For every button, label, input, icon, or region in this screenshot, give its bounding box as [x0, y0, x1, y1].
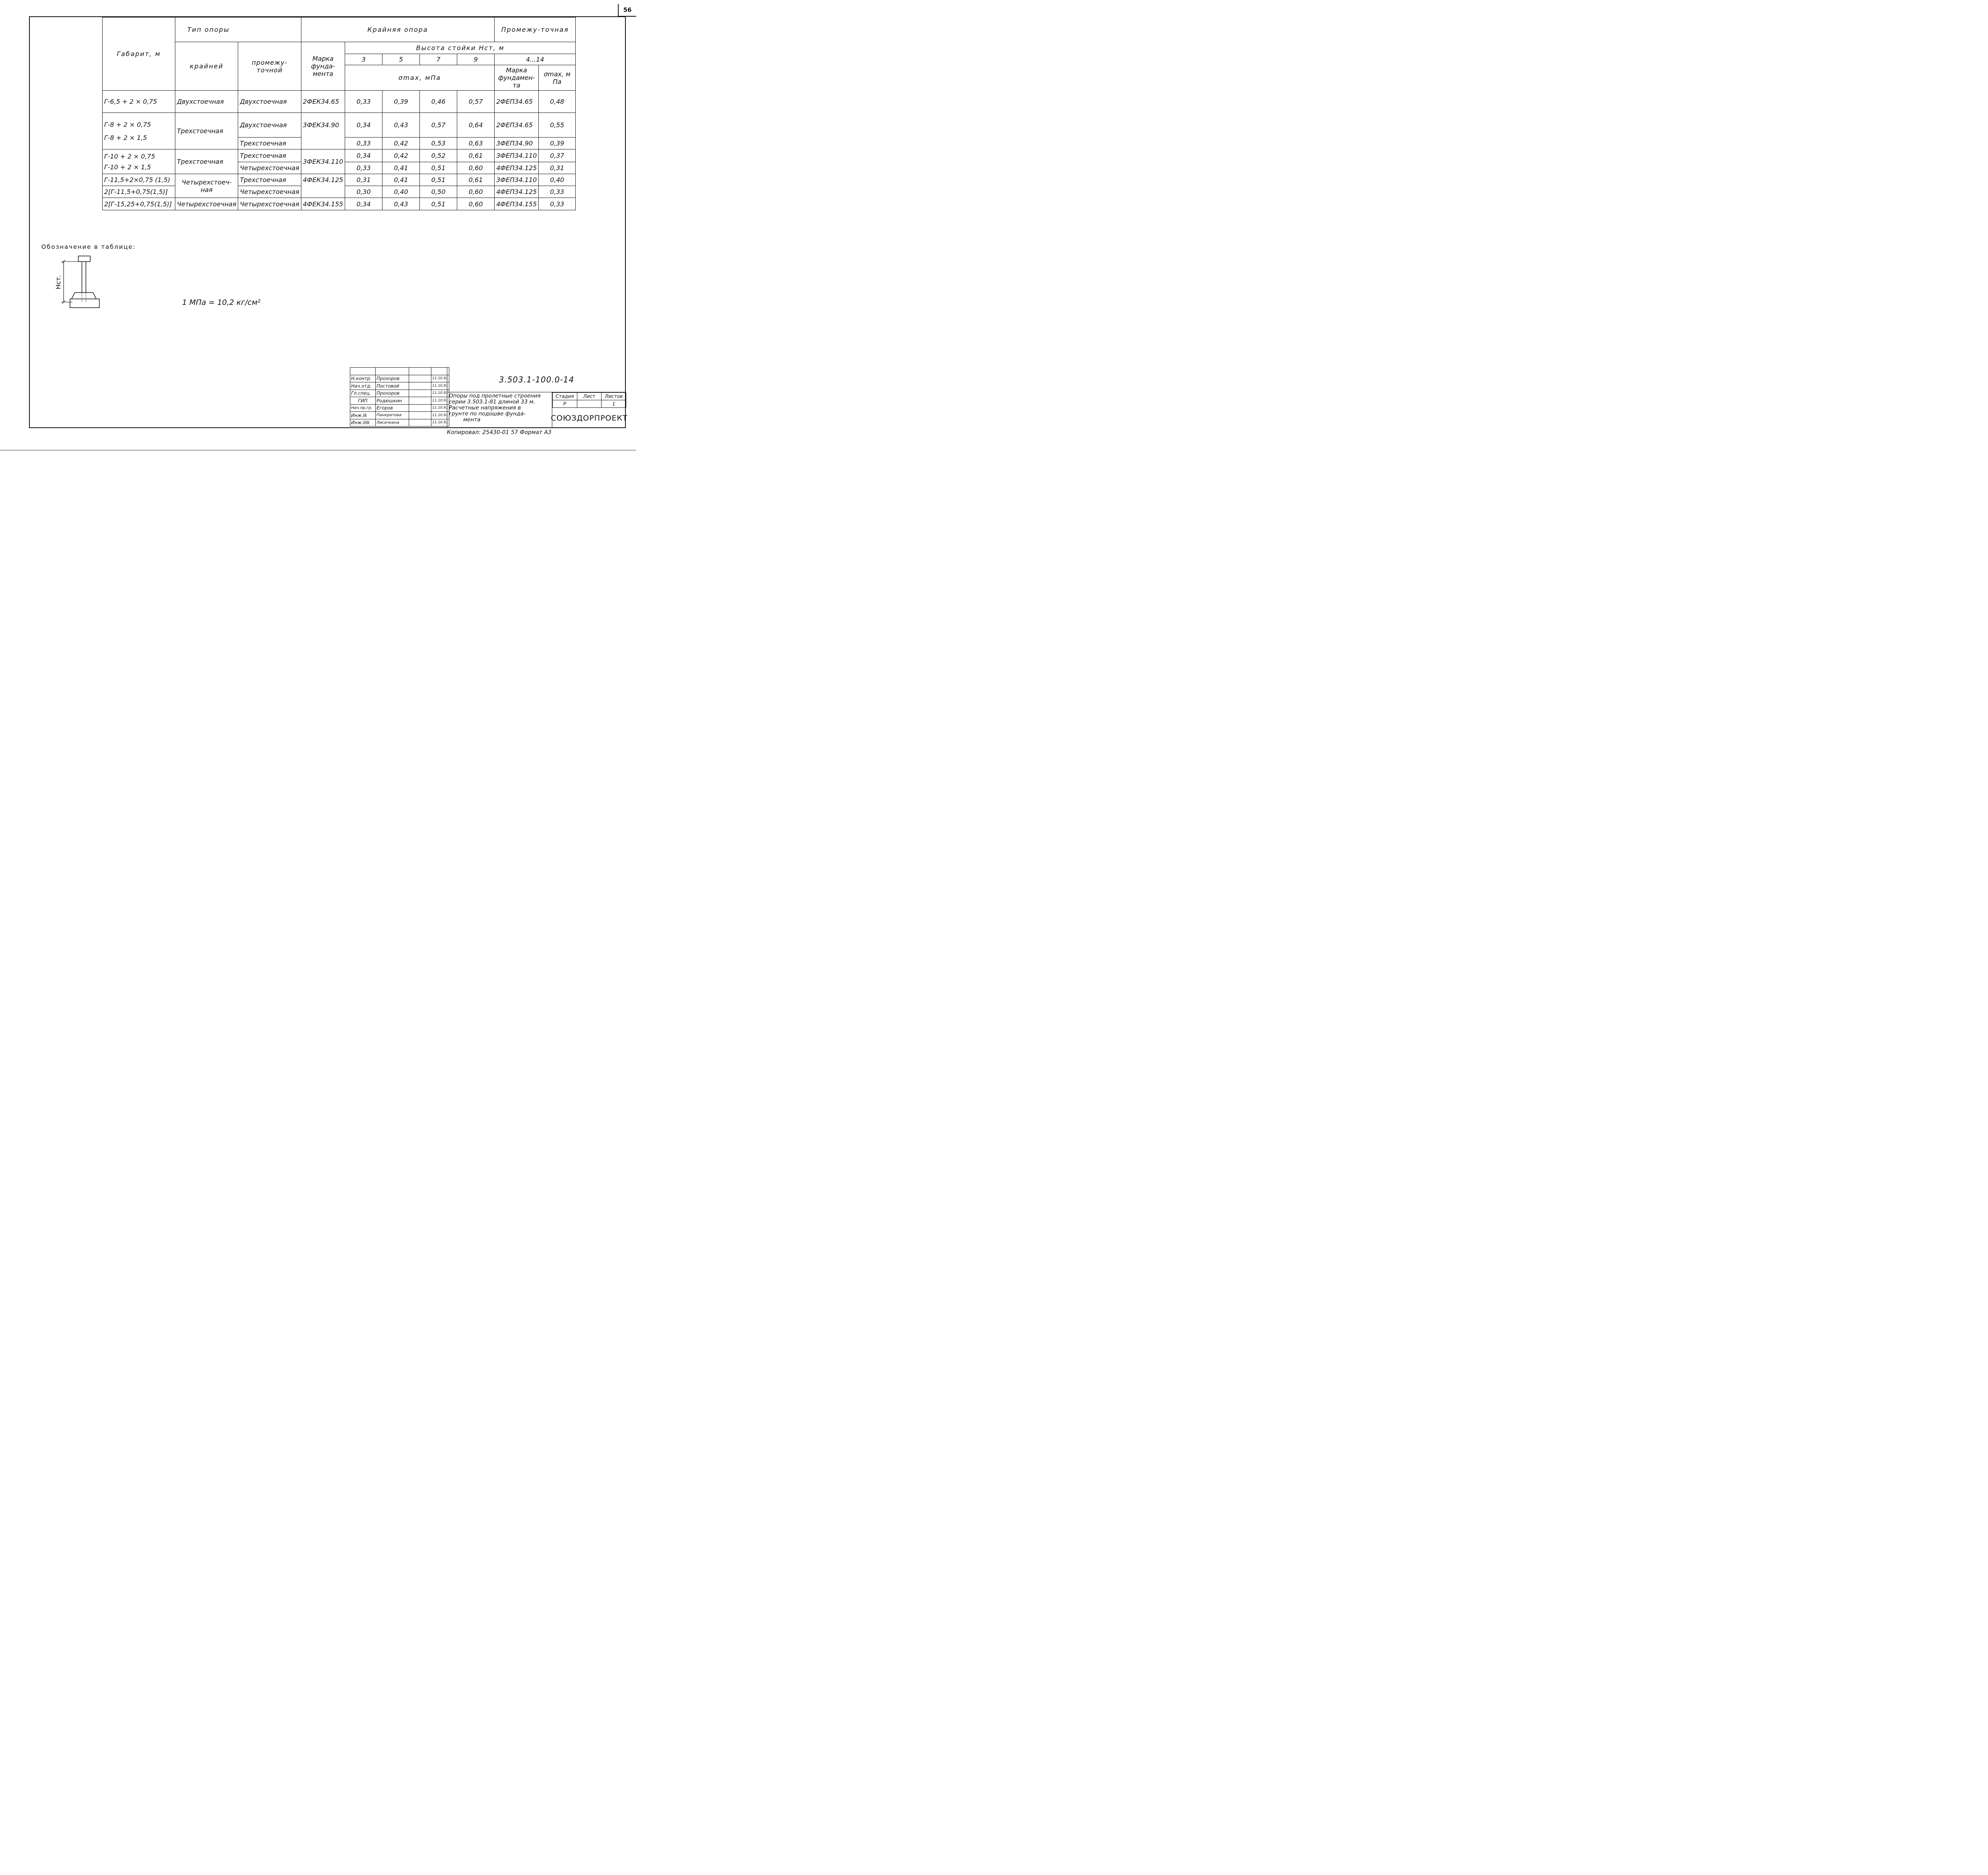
- marka-cell: 3ФЕК34.110: [301, 149, 345, 174]
- value-h7: 0,51: [420, 174, 457, 186]
- value-h3: 0,30: [345, 186, 382, 198]
- value-h5: 0,41: [382, 174, 420, 186]
- value-h3: 0,33: [345, 91, 382, 113]
- signature-row: [350, 390, 449, 397]
- signature-row: [350, 375, 449, 382]
- marka-cell: 4ФЕК34.125: [301, 174, 345, 186]
- marka-cell: 4ФЕК34.155: [301, 198, 345, 210]
- role-cell: Инж.IIIk: [350, 419, 376, 427]
- header-height-9: 9: [457, 54, 495, 65]
- role-cell: ГИП: [350, 397, 376, 405]
- signature-row: [350, 412, 449, 419]
- marka2-cell: 4ФЕП34.155: [495, 198, 539, 210]
- value-h9: 0,60: [457, 198, 495, 210]
- header-tip-opory: Тип опоры: [175, 17, 301, 42]
- value-h3: 0,31: [345, 174, 382, 186]
- signature-row: [350, 382, 449, 390]
- marka-cell-empty: [301, 186, 345, 198]
- gabarit-line: Г-8 + 2 × 0,75: [104, 120, 151, 128]
- marka-cell-empty: [301, 138, 345, 149]
- name-cell: Прохоров: [376, 390, 409, 397]
- value-h7: 0,50: [420, 186, 457, 198]
- marka2-cell: 2ФЕП34.65: [495, 113, 539, 138]
- marka2-cell: 2ФЕП34.65: [495, 91, 539, 113]
- sigma2-cell: 0,40: [539, 174, 576, 186]
- value-h7: 0,46: [420, 91, 457, 113]
- promezh-cell: Четырехстоечная: [238, 162, 301, 174]
- date-cell: 11.10.91: [431, 419, 449, 427]
- header-sigma-max: σmax, мПа: [345, 65, 495, 91]
- value-h9: 0,63: [457, 138, 495, 149]
- role-cell: Гл.спец.: [350, 390, 376, 397]
- name-cell: Панкратова: [376, 412, 409, 419]
- promezh-cell: Трехстоечная: [238, 174, 301, 186]
- document-code: 3.503.1-100.0-14: [447, 367, 626, 392]
- signature-cell: [409, 397, 431, 405]
- marka-cell: 3ФЕК34.90: [301, 113, 345, 138]
- signatures-table: [350, 367, 449, 427]
- signature-row: [350, 419, 449, 427]
- promezh-cell: Двухстоечная: [238, 113, 301, 138]
- value-h7: 0,57: [420, 113, 457, 138]
- sheets-value: 1: [602, 400, 626, 408]
- signature-cell: [409, 419, 431, 427]
- stage-value: Р: [553, 400, 577, 408]
- gabarit-cell: Г-11,5+2×0,75 (1,5): [103, 174, 175, 186]
- value-h5: 0,43: [382, 113, 420, 138]
- signature-cell: [409, 382, 431, 390]
- title-line: мента: [463, 417, 481, 423]
- header-sigma-max-2: σmax, м Па: [539, 65, 576, 91]
- header-promezh: промежу-точной: [238, 42, 301, 91]
- table-row: [103, 174, 576, 186]
- value-h5: 0,41: [382, 162, 420, 174]
- table-row: [103, 113, 576, 138]
- header-promezhutochnaya: Промежу-точная: [495, 17, 576, 42]
- role-cell: Н.контр.: [350, 375, 376, 382]
- stage-sheet-block: [552, 392, 626, 428]
- table-row: [103, 149, 576, 162]
- gabarit-cell: [103, 113, 175, 149]
- signature-cell: [409, 412, 431, 419]
- title-line: серии 3.503.1-81 длиной 33 м.: [449, 399, 535, 405]
- header-gabarit: Габарит, м: [103, 17, 175, 91]
- header-marka-fundamenta-2: Марка фундамен-та: [495, 65, 539, 91]
- header-krainyaya-opora: Крайняя опора: [301, 17, 494, 42]
- marka2-cell: 4ФЕП34.125: [495, 162, 539, 174]
- name-cell: Егоров: [376, 404, 409, 412]
- title-line: Опоры под пролетные строения: [449, 393, 541, 399]
- signature-row: [350, 397, 449, 405]
- signature-row: [350, 404, 449, 412]
- value-h9: 0,64: [457, 113, 495, 138]
- sigma2-cell: 0,33: [539, 186, 576, 198]
- value-h5: 0,43: [382, 198, 420, 210]
- stage-label: Стадия: [553, 393, 577, 400]
- foundation-stress-table: [102, 17, 576, 210]
- gabarit-line: Г-10 + 2 × 1,5: [104, 163, 151, 171]
- krainei-cell: Трехстоечная: [175, 149, 238, 174]
- marka2-cell: 3ФЕП34.110: [495, 149, 539, 162]
- page-number: 56: [618, 4, 636, 17]
- header-krainei: крайней: [175, 42, 238, 91]
- gabarit-line: Г-10 + 2 × 0,75: [104, 152, 155, 160]
- value-h5: 0,40: [382, 186, 420, 198]
- date-cell: 11.10.91: [431, 397, 449, 405]
- date-cell: 11.10.91: [431, 412, 449, 419]
- gabarit-cell: 2[Г-15,25+0,75(1,5)]: [103, 198, 175, 210]
- value-h3: 0,33: [345, 138, 382, 149]
- krainei-cell: Четырехстоеч-ная: [175, 174, 238, 198]
- sigma2-cell: 0,33: [539, 198, 576, 210]
- value-h5: 0,42: [382, 149, 420, 162]
- signature-cell: [409, 375, 431, 382]
- sheet-value: [577, 400, 602, 408]
- value-h3: 0,34: [345, 113, 382, 138]
- name-cell: Родюшкин: [376, 397, 409, 405]
- krainei-cell: Двухстоечная: [175, 91, 238, 113]
- document-title: [447, 392, 552, 428]
- table-row: [103, 91, 576, 113]
- gabarit-cell: Г-6,5 + 2 × 0,75: [103, 91, 175, 113]
- sketch-label: Нст.: [54, 275, 62, 289]
- value-h9: 0,61: [457, 149, 495, 162]
- promezh-cell: Четырехстоечная: [238, 186, 301, 198]
- promezh-cell: Трехстоечная: [238, 149, 301, 162]
- gabarit-cell: [103, 149, 175, 174]
- sigma2-cell: 0,31: [539, 162, 576, 174]
- value-h7: 0,53: [420, 138, 457, 149]
- sigma2-cell: 0,39: [539, 138, 576, 149]
- value-h9: 0,60: [457, 186, 495, 198]
- marka2-cell: 3ФЕП34.90: [495, 138, 539, 149]
- promezh-cell: Четырехстоечная: [238, 198, 301, 210]
- value-h5: 0,42: [382, 138, 420, 149]
- name-cell: Постовой: [376, 382, 409, 390]
- header-height-3: 3: [345, 54, 382, 65]
- promezh-cell: Трехстоечная: [238, 138, 301, 149]
- sigma2-cell: 0,37: [539, 149, 576, 162]
- marka-cell: 2ФЕК34.65: [301, 91, 345, 113]
- date-cell: 11.10.91: [431, 390, 449, 397]
- pier-sketch: [52, 254, 107, 318]
- krainei-cell: Трехстоечная: [175, 113, 238, 149]
- table-row: [103, 198, 576, 210]
- date-cell: 11.10.91: [431, 404, 449, 412]
- signature-cell: [409, 390, 431, 397]
- name-cell: Лисичкина: [376, 419, 409, 427]
- sigma2-cell: 0,48: [539, 91, 576, 113]
- title-block: [350, 367, 626, 428]
- copied-by-note: Копировал: 25430-01 57 Формат А3: [447, 429, 552, 436]
- header-vysota: Высота стойки Нст, м: [345, 42, 576, 54]
- legend-title: Обозначение в таблице:: [41, 243, 136, 250]
- sheets-label: Листов: [602, 393, 626, 400]
- gabarit-line: Г-8 + 2 × 1,5: [104, 134, 147, 142]
- header-height-7: 7: [420, 54, 457, 65]
- marka2-cell: 3ФЕП34.110: [495, 174, 539, 186]
- role-cell: Инж.Ik: [350, 412, 376, 419]
- unit-conversion-note: 1 МПа = 10,2 кг/см²: [182, 298, 261, 307]
- value-h3: 0,34: [345, 149, 382, 162]
- value-h3: 0,34: [345, 198, 382, 210]
- sigma2-cell: 0,55: [539, 113, 576, 138]
- value-h3: 0,33: [345, 162, 382, 174]
- name-cell: Прохоров: [376, 375, 409, 382]
- header-height-5: 5: [382, 54, 420, 65]
- date-cell: 11.10.91: [431, 382, 449, 390]
- value-h9: 0,57: [457, 91, 495, 113]
- title-line: Расчетные напряжения в: [449, 405, 521, 411]
- header-height-range: 4...14: [495, 54, 576, 65]
- header-marka-fundamenta: Марка фунда-мента: [301, 42, 345, 91]
- organization-name: СОЮЗДОРПРОЕКТ: [551, 413, 628, 423]
- marka2-cell: 4ФЕП34.125: [495, 186, 539, 198]
- date-cell: 11.10.91: [431, 375, 449, 382]
- krainei-cell: Четырехстоечная: [175, 198, 238, 210]
- signature-cell: [409, 404, 431, 412]
- role-cell: Нач.отд.: [350, 382, 376, 390]
- role-cell: Нач.пр.гр.: [350, 404, 376, 412]
- value-h5: 0,39: [382, 91, 420, 113]
- value-h9: 0,60: [457, 162, 495, 174]
- value-h7: 0,51: [420, 198, 457, 210]
- gabarit-cell: 2[Г-11,5+0,75(1,5)]: [103, 186, 175, 198]
- value-h7: 0,52: [420, 149, 457, 162]
- value-h7: 0,51: [420, 162, 457, 174]
- promezh-cell: Двухстоечная: [238, 91, 301, 113]
- value-h9: 0,61: [457, 174, 495, 186]
- title-line: грунте по подошве фунда-: [449, 411, 526, 417]
- sheet-label: Лист: [577, 393, 602, 400]
- table-row: [103, 186, 576, 198]
